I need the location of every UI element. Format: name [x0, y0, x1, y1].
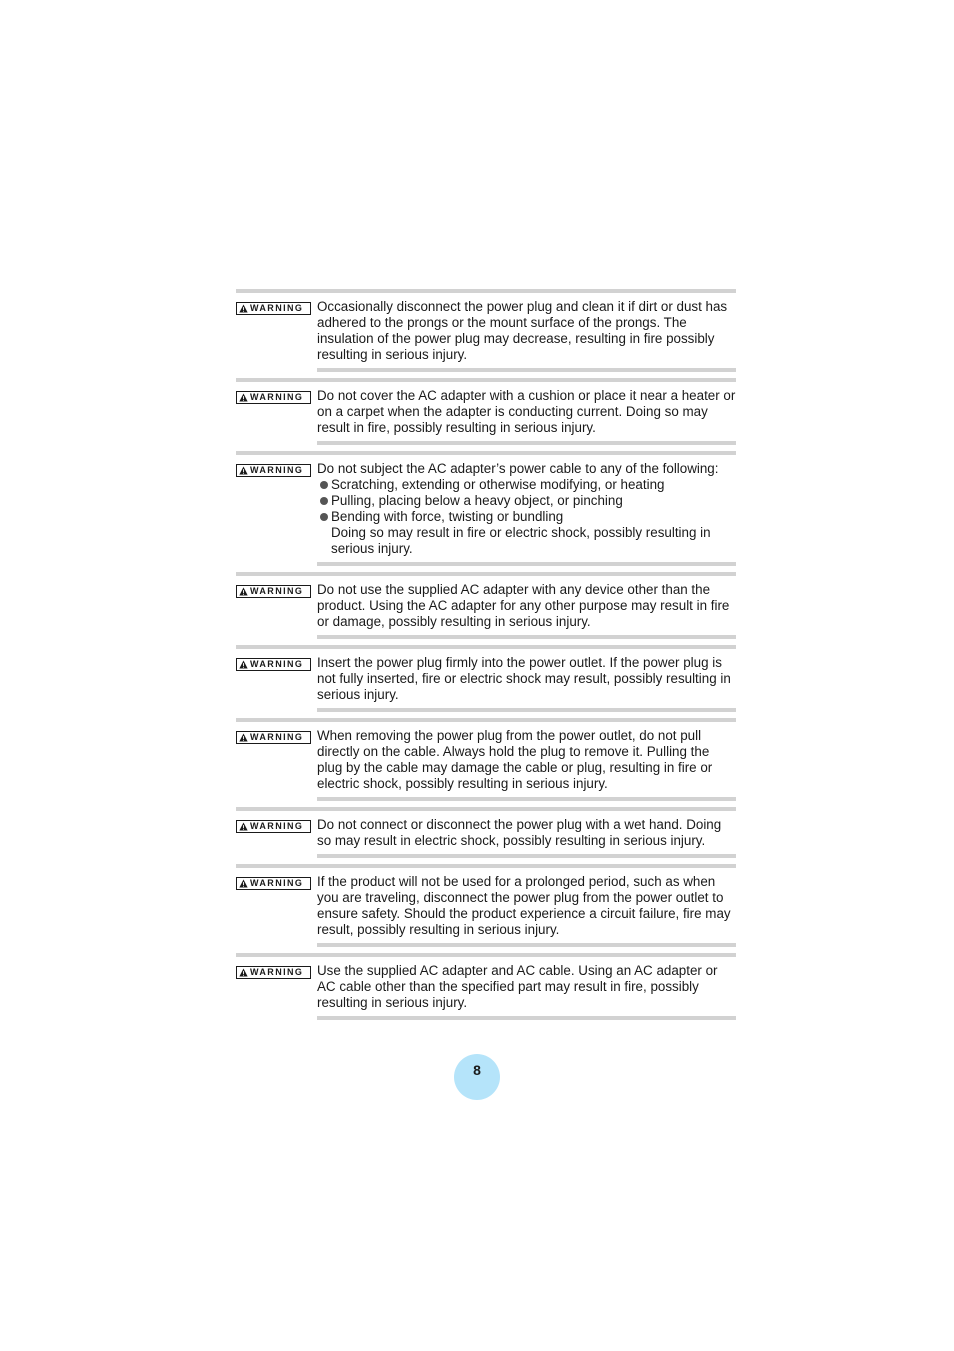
warning-badge [236, 658, 311, 671]
warning-badge-label: WARNING [250, 732, 304, 742]
warning-badge [236, 302, 311, 315]
warning-content [317, 299, 736, 372]
warning-item [236, 645, 736, 712]
warning-list [236, 289, 736, 1020]
warning-badge [236, 464, 311, 477]
warning-triangle-icon [239, 733, 248, 742]
warning-item [236, 451, 736, 566]
warning-content [317, 963, 736, 1020]
warning-content [317, 582, 736, 639]
warning-content [317, 728, 736, 801]
warning-badge [236, 585, 311, 598]
warning-followup-text: Doing so may result in fire or electric shock, possibly resulting in serious injury. [331, 525, 711, 556]
warning-badge [236, 966, 311, 979]
warning-triangle-icon [239, 466, 248, 475]
warning-badge-label: WARNING [250, 465, 304, 475]
warning-content [317, 655, 736, 712]
warning-badge-label: WARNING [250, 392, 304, 402]
warning-item [236, 572, 736, 639]
warning-triangle-icon [239, 879, 248, 888]
warning-text: If the product will not be used for a prolonged period, such as when you are traveling, disconnect the power plug from the power outlet to ensure safety. Should the product experience a circuit failure, fire may result, possibly resulting in serious injury. [317, 874, 731, 937]
warning-badge-label: WARNING [250, 659, 304, 669]
warning-text: Do not use the supplied AC adapter with any device other than the product. Using the AC adapter for any other purpose may result in fire or damage, possibly resulting in serious injury. [317, 582, 730, 629]
warning-badge [236, 820, 311, 833]
warning-badge-label: WARNING [250, 967, 304, 977]
warning-badge [236, 391, 311, 404]
warning-item [236, 378, 736, 445]
warning-badge-label: WARNING [250, 303, 304, 313]
list-item: Bending with force, twisting or bundling [317, 509, 736, 525]
warning-content [317, 874, 736, 947]
warning-item [236, 289, 736, 372]
warning-text: Occasionally disconnect the power plug and clean it if dirt or dust has adhered to the prongs or the mount surface of the prongs. The insulation of the power plug may decrease, resulting in fire possibly resulting in serious injury. [317, 299, 728, 362]
list-item: Pulling, placing below a heavy object, or pinching [317, 493, 736, 509]
warning-text: When removing the power plug from the power outlet, do not pull directly on the cable. Always hold the plug to remove it. Pulling the plug by the cable may damage the cable or plug, resulting in fire or electric shock, possibly resulting in serious injury. [317, 728, 713, 791]
warning-text: Do not cover the AC adapter with a cushion or place it near a heater or on a carpet when the adapter is conducting current. Doing so may result in fire, possibly resulting in serious injury. [317, 388, 736, 435]
warning-text: Do not subject the AC adapter’s power cable to any of the following: [317, 461, 719, 476]
warning-triangle-icon [239, 660, 248, 669]
warning-text: Insert the power plug firmly into the power outlet. If the power plug is not fully inserted, fire or electric shock may result, possibly resulting in serious injury. [317, 655, 731, 702]
warning-badge [236, 731, 311, 744]
warning-badge [236, 877, 311, 890]
warning-text: Do not connect or disconnect the power plug with a wet hand. Doing so may result in electric shock, possibly resulting in serious injury. [317, 817, 722, 848]
warning-item [236, 864, 736, 947]
warning-triangle-icon [239, 822, 248, 831]
warning-item [236, 953, 736, 1020]
warning-badge-label: WARNING [250, 878, 304, 888]
warning-content [317, 388, 736, 445]
warning-triangle-icon [239, 304, 248, 313]
warning-bullet-list [317, 477, 736, 525]
warning-badge-label: WARNING [250, 586, 304, 596]
page-number: 8 [454, 1054, 500, 1100]
warning-triangle-icon [239, 587, 248, 596]
warning-text: Use the supplied AC adapter and AC cable. Using an AC adapter or AC cable other than the specified part may result in fire, possibly resulting in serious injury. [317, 963, 718, 1010]
warning-content [317, 461, 736, 566]
warning-item [236, 718, 736, 801]
list-item: Scratching, extending or otherwise modifying, or heating [317, 477, 736, 493]
warning-badge-label: WARNING [250, 821, 304, 831]
warning-content [317, 817, 736, 858]
warning-triangle-icon [239, 393, 248, 402]
warning-triangle-icon [239, 968, 248, 977]
warning-item [236, 807, 736, 858]
